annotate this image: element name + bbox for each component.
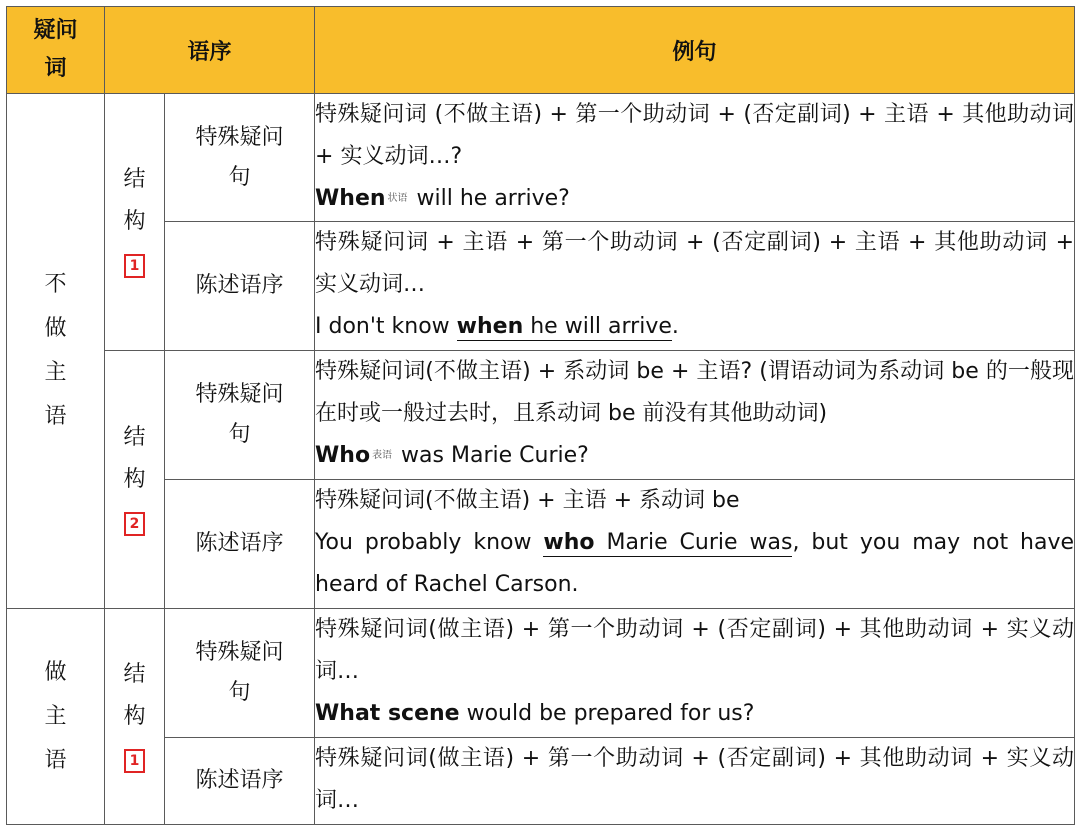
structure-number-badge: 2 [124, 512, 145, 536]
example-sentence: What scene would be prepared for us? [315, 701, 755, 726]
formula-text: 特殊疑问词 + 主语 + 第一个助动词 + (否定副词) + 主语 + 其他助动词 + 实义动词… [315, 230, 1075, 297]
example-cell [315, 738, 1075, 825]
example-sentence: You probably know who Marie Curie was, but you may not have heard of Rachel Carson. [315, 530, 1075, 597]
word-order-special-question: 特殊疑问句 [165, 351, 315, 480]
header-word-order: 语序 [105, 7, 315, 94]
example-sentence: I don't know when he will arrive. [315, 314, 679, 339]
example-cell [315, 94, 1075, 222]
table-row [7, 222, 1075, 351]
table-row [7, 609, 1075, 738]
example-cell [315, 609, 1075, 738]
example-cell [315, 351, 1075, 480]
word-order-declarative: 陈述语序 [165, 222, 315, 351]
example-cell [315, 222, 1075, 351]
header-row [7, 7, 1075, 94]
word-order-special-question: 特殊疑问句 [165, 609, 315, 738]
table-row [7, 738, 1075, 825]
table-row [7, 351, 1075, 480]
formula-text: 特殊疑问词(不做主语) + 系动词 be + 主语? (谓语动词为系动词 be 的一般现在时或一般过去时，且系动词 be 前没有其他助动词) [315, 359, 1075, 426]
example-sentence: When 状语 will he arrive? [315, 186, 570, 211]
grammar-tag: 表语 [372, 450, 393, 461]
formula-text: 特殊疑问词(做主语) + 第一个助动词 + (否定副词) + 其他助动词 + 实义动词… [315, 617, 1075, 684]
structure-cell: 结构 1 [105, 94, 165, 351]
structure-number-badge: 1 [124, 749, 145, 773]
word-order-declarative: 陈述语序 [165, 738, 315, 825]
structure-number-badge: 1 [124, 254, 145, 278]
structure-cell: 结构 1 [105, 609, 165, 825]
grammar-tag: 状语 [387, 193, 408, 204]
formula-text: 特殊疑问词(做主语) + 第一个助动词 + (否定副词) + 其他助动词 + 实义动词… [315, 746, 1075, 813]
header-example: 例句 [315, 7, 1075, 94]
table-row [7, 94, 1075, 222]
table-row [7, 480, 1075, 609]
word-order-declarative: 陈述语序 [165, 480, 315, 609]
formula-text: 特殊疑问词(不做主语) + 主语 + 系动词 be [315, 488, 740, 513]
group-label-not-subject: 不做主语 [7, 94, 105, 609]
structure-cell: 结构 2 [105, 351, 165, 609]
example-sentence: Who 表语 was Marie Curie? [315, 443, 589, 468]
grammar-table [6, 6, 1075, 825]
header-question-word: 疑问词 [7, 7, 105, 94]
example-cell [315, 480, 1075, 609]
word-order-special-question: 特殊疑问句 [165, 94, 315, 222]
formula-text: 特殊疑问词 (不做主语) + 第一个助动词 + (否定副词) + 主语 + 其他助动词 + 实义动词…? [315, 102, 1075, 169]
group-label-subject: 做主语 [7, 609, 105, 825]
